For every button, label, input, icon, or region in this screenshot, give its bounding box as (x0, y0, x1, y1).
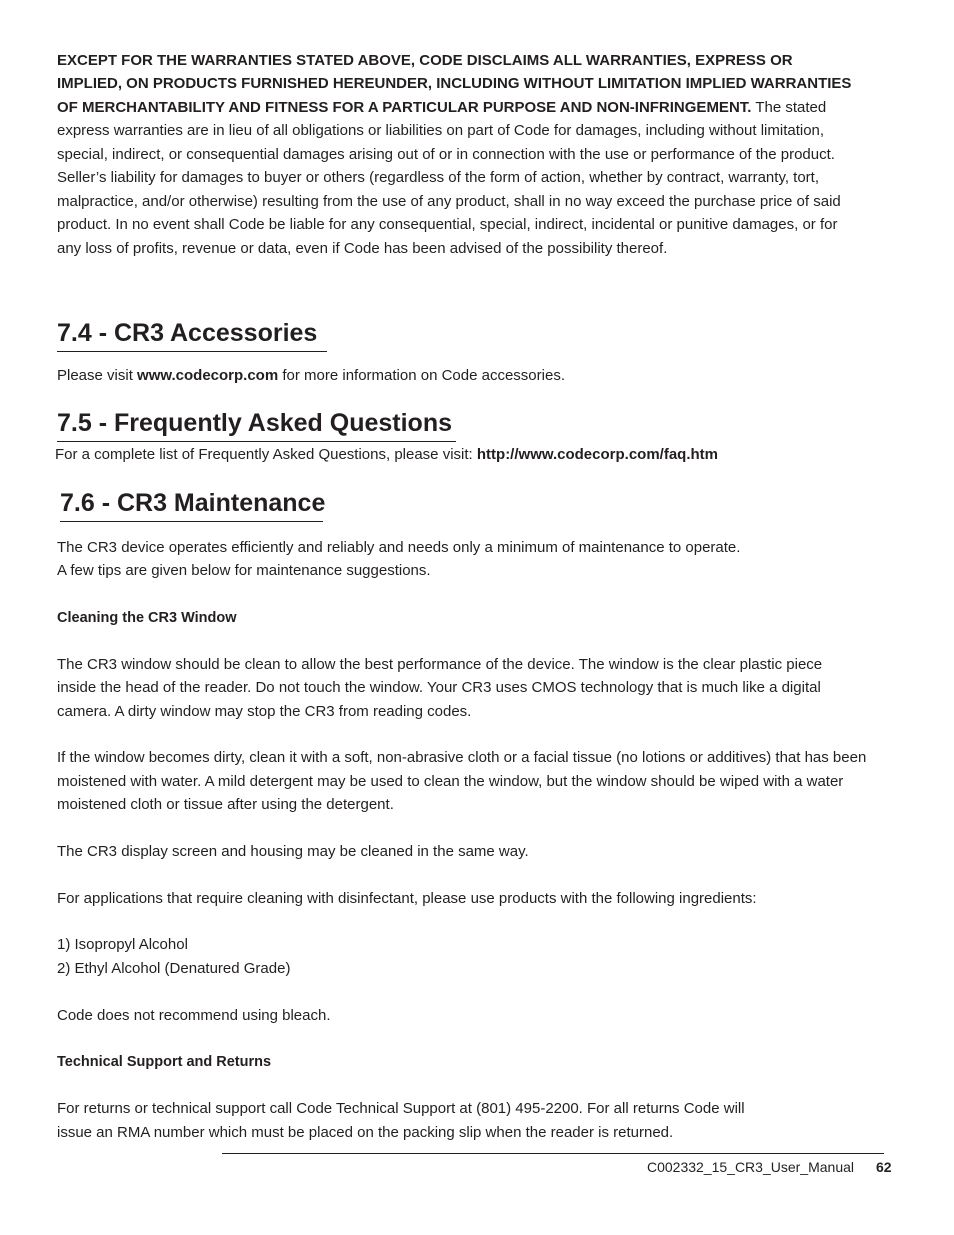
text-line: A few tips are given below for maintenance suggestions. (57, 562, 431, 579)
text-line: inside the head of the reader. Do not touch the window. Your CR3 uses CMOS technology that is much like a digital (57, 679, 821, 696)
text-line: issue an RMA number which must be placed on the packing slip when the reader is returned. (57, 1124, 674, 1141)
bold-text: IMPLIED, ON PRODUCTS FURNISHED HEREUNDER, INCLUDING WITHOUT LIMITATION IMPLIED WARRANTIES (57, 75, 852, 92)
text-line: The CR3 window should be clean to allow the best performance of the device. The window is the clear plastic piece (57, 656, 823, 673)
list-item: 2) Ethyl Alcohol (Denatured Grade) (57, 960, 291, 977)
text: For a complete list of Frequently Asked Questions, please visit: (55, 446, 477, 463)
faq-link[interactable]: http://www.codecorp.com/faq.htm (476, 446, 718, 463)
text-line: camera. A dirty window may stop the CR3 from reading codes. (57, 703, 472, 720)
text-line (57, 191, 841, 213)
text-line (57, 238, 667, 260)
footer-rule (222, 1153, 884, 1154)
faq-text (55, 444, 718, 466)
list-item: 1) Isopropyl Alcohol (57, 936, 188, 953)
text-line: If the window becomes dirty, clean it with a soft, non-abrasive cloth or a facial tissue (no lotions or additives) that has been (57, 749, 867, 766)
bold-text: OF MERCHANTABILITY AND FITNESS FOR A PARTICULAR PURPOSE AND NON-INFRINGEMENT. (57, 99, 752, 116)
heading-accessories: 7.4 - CR3 Accessories (57, 318, 327, 352)
text-line (57, 97, 826, 119)
subheading-cleaning: Cleaning the CR3 Window (57, 610, 237, 626)
text-line (57, 73, 851, 95)
bold-text: EXCEPT FOR THE WARRANTIES STATED ABOVE, CODE DISCLAIMS ALL WARRANTIES, EXPRESS OR (57, 52, 793, 69)
subheading-support: Technical Support and Returns (57, 1054, 272, 1070)
text: for more information on Code accessories. (278, 367, 565, 384)
footer-doc-id: C002332_15_CR3_User_Manual (646, 1159, 854, 1175)
codecorp-link[interactable]: www.codecorp.com (137, 367, 279, 384)
heading-faq: 7.5 - Frequently Asked Questions (57, 408, 456, 442)
text-line: The CR3 display screen and housing may be cleaned in the same way. (57, 843, 529, 860)
text-line: For applications that require cleaning with disinfectant, please use products with the following ingredients: (57, 890, 757, 907)
text: any loss of profits, revenue or data, even if Code has been advised of the possibility thereof. (57, 240, 668, 257)
text: Please visit (57, 367, 138, 384)
text-line (57, 50, 793, 72)
text-line (57, 167, 819, 189)
text: express warranties are in lieu of all obligations or liabilities on part of Code for damages, including without limitation, (57, 122, 825, 139)
text: The stated (751, 99, 827, 116)
text: special, indirect, or consequential damages arising out of or in connection with the use or performance of the product. (57, 146, 835, 163)
text-line: The CR3 device operates efficiently and reliably and needs only a minimum of maintenance to operate. (57, 539, 741, 556)
text: product. In no event shall Code be liable for any consequential, special, indirect, incidental or punitive damages, or for (57, 216, 838, 233)
text: malpractice, and/or otherwise) resulting from the use of any product, shall in no way exceed the purchase price of said (57, 193, 841, 210)
text-line: Code does not recommend using bleach. (57, 1007, 331, 1024)
text-line (57, 214, 837, 236)
accessories-text (57, 365, 565, 387)
text-line: moistened cloth or tissue after using the detergent. (57, 796, 394, 813)
page-number: 62 (876, 1159, 892, 1175)
text-line: moistened with water. A mild detergent may be used to clean the window, but the window should be wiped with a water (57, 773, 844, 790)
text-line: For returns or technical support call Code Technical Support at (801) 495-2200. For all returns Code will (57, 1100, 745, 1117)
text-line (57, 144, 835, 166)
text-line (57, 120, 824, 142)
text: Seller’s liability for damages to buyer or others (regardless of the form of action, whether by contract, warranty, tort, (57, 169, 820, 186)
heading-maintenance: 7.6 - CR3 Maintenance (60, 488, 323, 522)
